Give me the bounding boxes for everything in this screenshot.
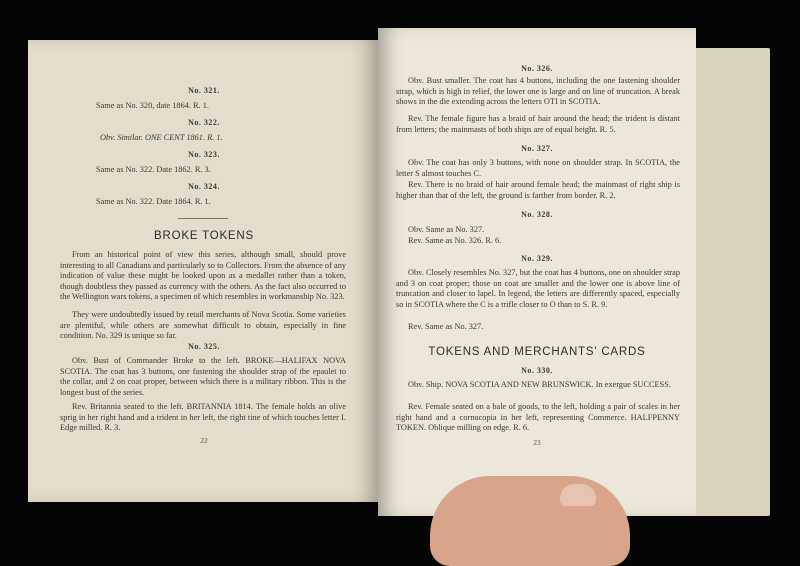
section-title: TOKENS AND MERCHANTS' CARDS bbox=[428, 346, 646, 358]
reverse-description: Rev. Same as No. 326. R. 6. bbox=[408, 236, 502, 245]
obverse-description: Obv. Bust smaller. The coat has 4 buttons, including the one fastening shoulder strap, which is high in relief, the lower one is large and on line of truncation. A break shows in the die extending across the letters OTI in SCOTIA. bbox=[396, 76, 680, 107]
reverse-description: Rev. The female figure has a braid of hair around the head; the trident is distant from letters; the mainmasts of both ships are of equal height. R. 5. bbox=[396, 114, 680, 134]
entry-number: No. 323. bbox=[188, 150, 220, 159]
intro-paragraph: They were undoubtedly issued by retail merchants of Nova Scotia. Some varieties are plentiful, while others are somewhat difficult to obtain, especially in fine condition. No. 329 is unique so far. bbox=[60, 310, 346, 341]
entry-number: No. 330. bbox=[521, 366, 553, 375]
entry-number: No. 329. bbox=[521, 254, 553, 263]
reverse-description: Rev. Same as No. 327. bbox=[408, 322, 484, 331]
intro-paragraph: From an historical point of view this series, although small, should prove interesting to all Canadians and particularly so to Collectors. From the absence of any indication of value these might be looked upon as a medallet rather than a token, though doubtless they passed as currency with the others. As the fact also occurred to the Wellington wars tokens, a specimen of which resembles in workmanship No. 323. bbox=[60, 250, 346, 302]
obverse-description: Obv. Bust of Commander Broke to the left. BROKE—HALIFAX NOVA SCOTIA. The coat has 3 buttons, one fastening the shoulder strap of the epaulet to the collar, and 2 on coat proper, between which there is a military ribbon. This is the longest bust of the series. bbox=[60, 356, 346, 397]
obverse-description: Obv. Closely resembles No. 327, but the coat has 4 buttons, one on shoulder strap and 3 on coat proper; those on coat are smaller and the lower one is above line of truncation and closer to lapel. In legend, the letters are differently spaced, especially so in SCOTIA where the C is a trifle closer to O than to S. R. 9. bbox=[396, 268, 680, 309]
page-number: 23 bbox=[533, 438, 541, 447]
entry-number: No. 322. bbox=[188, 118, 220, 127]
entry-number: No. 324. bbox=[188, 182, 220, 191]
entry-number: No. 328. bbox=[521, 210, 553, 219]
thumbnail bbox=[560, 484, 596, 506]
section-title: BROKE TOKENS bbox=[154, 230, 254, 242]
entry-text: Same as No. 322. Date 1862. R. 3. bbox=[96, 165, 211, 174]
divider bbox=[178, 218, 228, 219]
entry-number: No. 326. bbox=[521, 64, 553, 73]
left-page bbox=[28, 40, 380, 502]
entry-number: No. 325. bbox=[188, 342, 220, 351]
page-number: 22 bbox=[200, 436, 208, 445]
entry-number: No. 327. bbox=[521, 144, 553, 153]
reverse-description: Rev. Britannia seated to the left. BRITANNIA 1814. The female holds an olive sprig in her right hand and a trident in her left, the right tine of which touches letter I. Edge milled. R. 3. bbox=[60, 402, 346, 433]
obverse-description: Obv. Same as No. 327. bbox=[408, 225, 485, 234]
entry-text: Same as No. 322. Date 1864. R. 1. bbox=[96, 197, 211, 206]
right-page bbox=[378, 28, 696, 516]
entry-text: Same as No. 320, date 1864. R. 1. bbox=[96, 101, 209, 110]
obverse-description: Obv. The coat has only 3 buttons, with none on shoulder strap. In SCOTIA, the letter S almost touches C. bbox=[396, 158, 680, 178]
reverse-description: Rev. There is no braid of hair around female head; the mainmast of right ship is higher than that of the left, the ground is farther from border. R. 2. bbox=[396, 180, 680, 200]
obverse-description: Obv. Ship. NOVA SCOTIA AND NEW BRUNSWICK. In exergue SUCCESS. bbox=[408, 380, 671, 389]
entry-text: Obv. Similar. ONE CENT 1861. R. 1. bbox=[100, 133, 223, 142]
entry-number: No. 321. bbox=[188, 86, 220, 95]
reverse-description: Rev. Female seated on a bale of goods, to the left, holding a pair of scales in her right hand and a cornucopia in her left, representing Commerce. HALFPENNY TOKEN. Oblique milling on edge. R. 6. bbox=[396, 402, 680, 433]
thumb-holding-page bbox=[430, 476, 630, 566]
